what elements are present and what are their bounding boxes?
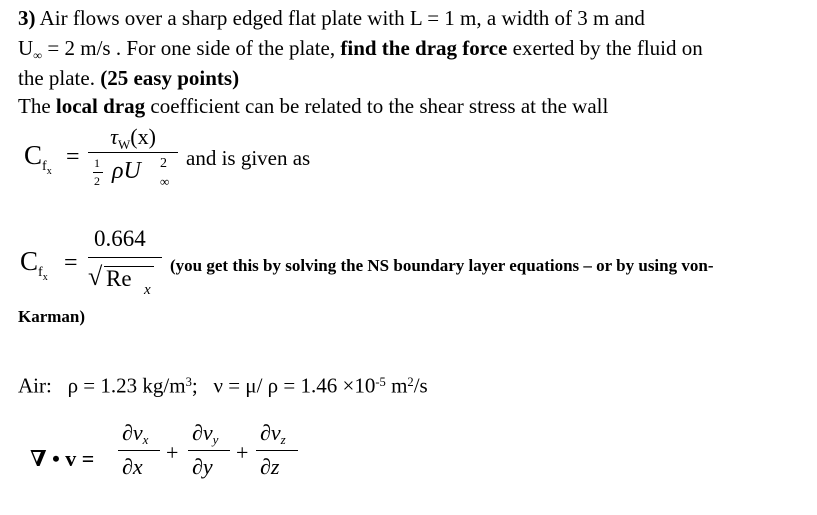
air-viscosity-exp: -5 [375,375,386,389]
derivation-note-cont: Karman) [18,307,86,326]
local-drag-line [18,94,608,118]
half-den: 2 [94,174,100,188]
coefficient-numerator: 0.664 [94,226,146,251]
cf-sub: f [42,159,47,174]
derivation-note: (you get this by solving the NS boundary layer equations – or by using von- [170,256,714,275]
divergence-lhs: ∇ • v = [30,446,95,471]
equals-sign-2: = [64,250,78,276]
local-drag-pre: The [18,94,56,118]
sqrt-icon: √ [88,262,103,291]
term2-denominator: ∂y [192,454,213,479]
cf-subsub-2: x [42,272,48,283]
tau-sub: W [117,137,131,152]
air-density: ρ = 1.23 kg/m [67,373,186,398]
local-drag-post: coefficient can be related to the shear stress at the wall [145,94,609,118]
infinity-subscript: ∞ [33,48,43,63]
cf-symbol-2 [20,246,48,283]
problem-line-2 [18,36,703,67]
term3-denominator: ∂z [260,454,280,479]
reynolds-sub: x [144,282,151,298]
air-properties [18,370,428,397]
cf-symbol [24,140,52,177]
cf-subsub: x [46,166,52,177]
local-drag-bold: local drag [55,94,146,118]
points-label: (25 easy points) [100,66,240,90]
reynolds-symbol: Re [106,266,132,291]
air-density-sup: 3 [185,375,192,389]
u-infinity-sub: ∞ [160,174,170,189]
air-viscosity-unit-sup: 2 [407,375,414,389]
term1-bar [118,450,160,451]
task-highlight: find the drag force [340,36,508,60]
air-viscosity-tail: /s [413,373,428,398]
given-as-text: and is given as [186,146,311,170]
problem-number: 3) [18,6,36,30]
half-fraction [88,156,110,192]
problem-line-1 [18,6,645,30]
air-separator: ; [191,373,198,398]
problem-line-3 [18,66,239,90]
term2-numerator: ∂vy [192,420,219,447]
u-squared-sup: 2 [160,156,167,171]
problem-statement-3: the plate. [18,66,101,90]
tau-argument: (x) [130,124,156,149]
problem-statement-2b: exerted by the fluid on [507,36,703,60]
cf-sub-2: f [38,265,43,280]
equals-sign: = [66,144,80,170]
problem-statement-2a: = 2 m/s . For one side of the plate, [42,36,341,60]
term2-bar [188,450,230,451]
dynamic-pressure-denominator [112,158,141,185]
problem-statement-1: Air flows over a sharp edged flat plate with L = 1 m, a width of 3 m and [39,6,645,30]
term1-denominator: ∂x [122,454,143,479]
term3-bar [256,450,298,451]
plus-1: + [166,440,179,465]
cf-letter-2: C [20,246,39,276]
tau-symbol: τ [110,124,118,149]
freestream-velocity-symbol: U [18,36,34,60]
fraction-bar-2 [88,257,162,258]
cf-letter: C [24,140,43,170]
air-viscosity-unit: m [385,373,408,398]
air-viscosity: ν = μ/ ρ = 1.46 ×10 [213,373,376,398]
half-num: 1 [94,156,100,170]
half-bar [93,172,103,173]
plus-2: + [236,440,249,465]
rho-u-symbol: ρU [112,158,141,184]
fraction-bar-1 [88,152,178,153]
air-label: Air: [18,373,52,398]
term1-numerator: ∂vx [122,420,149,447]
term3-numerator: ∂vz [260,420,286,447]
